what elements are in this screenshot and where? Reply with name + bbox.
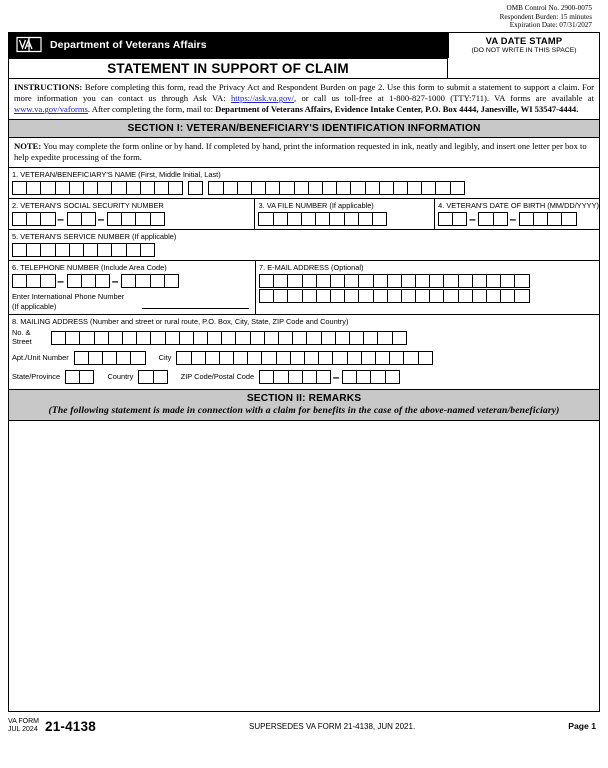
character-box[interactable] [302, 274, 317, 288]
character-box[interactable] [12, 274, 27, 288]
character-box[interactable] [81, 274, 96, 288]
character-box[interactable] [235, 331, 250, 345]
character-box[interactable] [40, 274, 55, 288]
field-2-boxes[interactable] [9, 211, 254, 229]
state-label: State/Province [12, 371, 61, 381]
character-box[interactable] [393, 181, 408, 195]
character-box[interactable] [288, 370, 303, 384]
field-3-boxes[interactable] [255, 211, 434, 229]
character-box[interactable] [401, 289, 416, 303]
character-box[interactable] [138, 370, 153, 384]
character-box[interactable] [12, 181, 27, 195]
character-box[interactable] [452, 212, 467, 226]
character-box[interactable] [247, 351, 262, 365]
character-box[interactable] [306, 331, 321, 345]
character-box[interactable] [500, 274, 515, 288]
character-box[interactable] [500, 289, 515, 303]
state-boxes[interactable] [65, 370, 93, 384]
character-box[interactable] [415, 289, 430, 303]
character-box[interactable] [164, 274, 179, 288]
character-box[interactable] [519, 212, 534, 226]
country-label: Country [107, 371, 134, 381]
character-box[interactable] [342, 370, 357, 384]
city-boxes[interactable] [176, 351, 431, 365]
form-title-cell [9, 58, 448, 79]
zip-dash: – [332, 370, 340, 385]
field-7-boxes-row-2[interactable] [256, 289, 599, 306]
dob-dash-1: – [469, 212, 476, 227]
character-box[interactable] [365, 181, 380, 195]
character-box[interactable] [273, 274, 288, 288]
omb-expiration-date: Expiration Date: 07/31/2027 [509, 21, 592, 30]
ssn-area-boxes[interactable] [12, 212, 55, 226]
character-box[interactable] [102, 351, 117, 365]
field-5-label: 5. VETERAN'S SERVICE NUMBER (If applicable) [12, 232, 177, 242]
character-box[interactable] [458, 289, 473, 303]
dob-dash-2: – [509, 212, 517, 227]
character-box[interactable] [392, 331, 407, 345]
character-box[interactable] [356, 370, 371, 384]
character-box[interactable] [443, 274, 458, 288]
address-street-row [9, 327, 599, 349]
character-box[interactable] [302, 370, 317, 384]
phone-dash-1: – [57, 274, 64, 289]
character-box[interactable] [407, 181, 422, 195]
character-box[interactable] [126, 243, 141, 257]
footer-va-form-line-1: VA FORM [8, 718, 39, 726]
fields-2-3-4-row [9, 199, 599, 230]
character-box[interactable] [55, 181, 70, 195]
character-box[interactable] [304, 351, 319, 365]
field-6-label: 6. TELEPHONE NUMBER (Include Area Code) [12, 263, 167, 273]
character-box[interactable] [121, 212, 136, 226]
character-box[interactable] [435, 181, 450, 195]
address-apt-city-row [9, 349, 599, 368]
character-box[interactable] [316, 289, 331, 303]
character-box[interactable] [65, 370, 80, 384]
omb-respondent-burden: Respondent Burden: 15 minutes [499, 12, 592, 21]
character-box[interactable] [259, 289, 274, 303]
international-phone-label-line-1: Enter International Phone Number [12, 292, 125, 302]
character-box[interactable] [150, 212, 165, 226]
instructions-text-part-1: Before completing this form, read the Privacy Act and Respondent Burden on page 2. Use this form to submit a statement to support a claim. For more information you can contact us through Ask VA: [14, 81, 594, 103]
character-box[interactable] [116, 351, 131, 365]
field-5-boxes[interactable] [9, 242, 599, 260]
character-box[interactable] [308, 181, 323, 195]
character-box[interactable] [403, 351, 418, 365]
character-box[interactable] [358, 212, 373, 226]
international-phone-label [12, 292, 124, 311]
field-7-label: 7. E-MAIL ADDRESS (Optional) [259, 263, 364, 273]
character-box[interactable] [207, 331, 222, 345]
character-box[interactable] [332, 351, 347, 365]
field-1-label: 1. VETERAN/BENEFICIARY'S NAME (First, Middle Initial, Last) [12, 170, 221, 180]
character-box[interactable] [458, 274, 473, 288]
street-boxes[interactable] [51, 331, 406, 345]
character-box[interactable] [79, 331, 94, 345]
character-box[interactable] [208, 181, 223, 195]
character-box[interactable] [385, 370, 400, 384]
character-box[interactable] [111, 243, 126, 257]
character-box[interactable] [95, 274, 110, 288]
character-box[interactable] [387, 289, 402, 303]
field-4-label: 4. VETERAN'S DATE OF BIRTH (MM/DD/YYYY) [438, 201, 599, 211]
field-6-boxes[interactable] [9, 273, 255, 291]
instructions-label: INSTRUCTIONS: [14, 81, 83, 92]
character-box[interactable] [233, 351, 248, 365]
international-phone-label-line-2: (If applicable) [12, 301, 57, 311]
character-box[interactable] [165, 331, 180, 345]
character-box[interactable] [486, 289, 501, 303]
field-1-boxes[interactable] [9, 180, 599, 198]
note-label: NOTE: [14, 141, 42, 152]
character-box[interactable] [154, 181, 169, 195]
character-box[interactable] [237, 181, 252, 195]
character-box[interactable] [418, 351, 433, 365]
zip-last-boxes[interactable] [342, 370, 399, 384]
field-5-service-number [9, 230, 599, 261]
character-box[interactable] [514, 274, 529, 288]
character-box[interactable] [472, 274, 487, 288]
character-box[interactable] [373, 274, 388, 288]
city-label: City [158, 352, 172, 362]
ssn-dash-1: – [57, 212, 64, 227]
character-box[interactable] [358, 274, 373, 288]
character-box[interactable] [363, 331, 378, 345]
va-seal-icon [16, 36, 42, 53]
character-box[interactable] [349, 331, 364, 345]
character-box[interactable] [88, 351, 103, 365]
email-row-1-boxes[interactable] [259, 274, 529, 288]
character-box[interactable] [370, 370, 385, 384]
character-box[interactable] [486, 274, 501, 288]
character-box[interactable] [358, 289, 373, 303]
character-box[interactable] [258, 212, 273, 226]
street-label-line-2: Street [12, 336, 32, 346]
character-box[interactable] [140, 181, 155, 195]
character-box[interactable] [316, 274, 331, 288]
footer-form-id [8, 718, 96, 734]
character-box[interactable] [294, 181, 309, 195]
character-box[interactable] [561, 212, 576, 226]
name-middle-initial-box[interactable] [188, 181, 202, 195]
character-box[interactable] [250, 331, 265, 345]
footer-va-form-date [8, 718, 45, 734]
character-box[interactable] [205, 351, 220, 365]
footer-form-number: 21-4138 [44, 718, 96, 734]
character-box[interactable] [97, 243, 112, 257]
email-row-2-boxes[interactable] [259, 289, 529, 303]
character-box[interactable] [273, 212, 288, 226]
page-title: STATEMENT IN SUPPORT OF CLAIM [107, 60, 349, 76]
character-box[interactable] [302, 289, 317, 303]
field-8-mailing-address [9, 315, 599, 390]
character-box[interactable] [429, 289, 444, 303]
character-box[interactable] [387, 274, 402, 288]
footer-supersedes: SUPERSEDES VA FORM 21-4138, JUN 2021. [249, 721, 416, 731]
character-box[interactable] [221, 331, 236, 345]
character-box[interactable] [344, 274, 359, 288]
character-box[interactable] [97, 181, 112, 195]
character-box[interactable] [438, 212, 453, 226]
character-box[interactable] [40, 243, 55, 257]
character-box[interactable] [287, 212, 302, 226]
character-box[interactable] [336, 181, 351, 195]
character-box[interactable] [51, 331, 66, 345]
character-box[interactable] [330, 274, 345, 288]
character-box[interactable] [259, 370, 274, 384]
instructions-block [8, 79, 600, 121]
character-box[interactable] [65, 331, 80, 345]
character-box[interactable] [315, 212, 330, 226]
section-1-header: SECTION I: VETERAN/BENEFICIARY'S IDENTIFICATION INFORMATION [9, 120, 599, 138]
field-8-label: 8. MAILING ADDRESS (Number and street or rural route, P.O. Box, City, State, ZIP Code and Country) [12, 317, 349, 327]
field-2-ssn [9, 199, 254, 229]
phone-dash-2: – [111, 274, 119, 289]
note-text: You may complete the form online or by hand. If completed by hand, print the information requested in ink, neatly and legibly, and insert one letter per box to help expedite processing of the form. [14, 141, 587, 163]
character-box[interactable] [350, 181, 365, 195]
character-box[interactable] [67, 212, 82, 226]
character-box[interactable] [67, 274, 82, 288]
character-box[interactable] [259, 274, 274, 288]
character-box[interactable] [533, 212, 548, 226]
character-box[interactable] [130, 351, 145, 365]
character-box[interactable] [188, 181, 203, 195]
field-7-boxes-row-1[interactable] [256, 273, 599, 289]
ssn-group-boxes[interactable] [67, 212, 95, 226]
character-box[interactable] [347, 351, 362, 365]
character-box[interactable] [135, 212, 150, 226]
service-number-boxes[interactable] [12, 243, 154, 257]
section-2-header [9, 390, 599, 421]
ask-va-link[interactable]: https://ask.va.gov/ [230, 92, 294, 103]
instructions-text-part-2: , or call us toll-free at 1-800-827-1000 (TTY:711). VA forms are available at [293, 92, 594, 103]
character-box[interactable] [344, 289, 359, 303]
dob-year-boxes[interactable] [519, 212, 576, 226]
character-box[interactable] [330, 289, 345, 303]
character-box[interactable] [335, 331, 350, 345]
character-box[interactable] [12, 212, 27, 226]
va-date-stamp-header [448, 32, 600, 58]
phone-line-boxes[interactable] [121, 274, 178, 288]
character-box[interactable] [379, 181, 394, 195]
field-4-date-of-birth [434, 199, 599, 229]
character-box[interactable] [287, 274, 302, 288]
character-box[interactable] [301, 212, 316, 226]
character-box[interactable] [191, 351, 206, 365]
va-file-number-boxes[interactable] [258, 212, 386, 226]
character-box[interactable] [168, 181, 183, 195]
name-last-boxes[interactable] [208, 181, 463, 195]
apt-label: Apt./Unit Number [12, 352, 69, 362]
section-2-title: SECTION II: REMARKS [246, 393, 362, 405]
dob-day-boxes[interactable] [478, 212, 506, 226]
omb-control-number: OMB Control No. 2900-0075 [506, 4, 592, 12]
field-4-boxes[interactable] [435, 211, 599, 229]
character-box[interactable] [318, 351, 333, 365]
character-box[interactable] [377, 331, 392, 345]
va-agency-banner [8, 32, 448, 58]
remarks-textarea[interactable] [9, 421, 599, 712]
ssn-dash-2: – [97, 212, 105, 227]
address-state-country-zip-row [9, 368, 599, 389]
character-box[interactable] [79, 370, 94, 384]
character-box[interactable] [278, 331, 293, 345]
footer-page-number: Page 1 [568, 721, 596, 732]
character-box[interactable] [251, 181, 266, 195]
character-box[interactable] [150, 331, 165, 345]
character-box[interactable] [140, 243, 155, 257]
zip-label: ZIP Code/Postal Code [180, 371, 255, 381]
character-box[interactable] [273, 289, 288, 303]
instructions-text [9, 79, 599, 120]
character-box[interactable] [111, 181, 126, 195]
character-box[interactable] [429, 274, 444, 288]
character-box[interactable] [83, 181, 98, 195]
va-forms-link[interactable]: www.va.gov/vaforms [14, 104, 88, 115]
character-box[interactable] [136, 331, 151, 345]
character-box[interactable] [401, 274, 416, 288]
character-box[interactable] [40, 212, 55, 226]
character-box[interactable] [264, 331, 279, 345]
phone-prefix-boxes[interactable] [67, 274, 110, 288]
field-1-name [9, 168, 599, 199]
date-stamp-title: VA DATE STAMP [485, 34, 563, 46]
character-box[interactable] [26, 243, 41, 257]
character-box[interactable] [122, 331, 137, 345]
character-box[interactable] [69, 181, 84, 195]
character-box[interactable] [493, 212, 508, 226]
character-box[interactable] [273, 370, 288, 384]
character-box[interactable] [373, 289, 388, 303]
character-box[interactable] [290, 351, 305, 365]
character-box[interactable] [547, 212, 562, 226]
dob-month-boxes[interactable] [438, 212, 466, 226]
character-box[interactable] [55, 243, 70, 257]
agency-name: Department of Veterans Affairs [50, 38, 207, 51]
character-box[interactable] [450, 181, 465, 195]
section-1-wrapper [8, 120, 600, 712]
character-box[interactable] [478, 212, 493, 226]
character-box[interactable] [126, 181, 141, 195]
character-box[interactable] [443, 289, 458, 303]
character-box[interactable] [287, 289, 302, 303]
character-box[interactable] [344, 212, 359, 226]
date-stamp-subtitle: (DO NOT WRITE IN THIS SPACE) [471, 46, 577, 54]
field-3-label: 3. VA FILE NUMBER (If applicable) [258, 201, 374, 211]
character-box[interactable] [415, 274, 430, 288]
name-first-boxes[interactable] [12, 181, 182, 195]
character-box[interactable] [26, 274, 41, 288]
form-footer [8, 712, 600, 734]
field-6-telephone [9, 261, 255, 314]
character-box[interactable] [40, 181, 55, 195]
date-stamp-blank-space [448, 58, 600, 79]
character-box[interactable] [514, 289, 529, 303]
character-box[interactable] [265, 181, 280, 195]
character-box[interactable] [389, 351, 404, 365]
ssn-serial-boxes[interactable] [107, 212, 164, 226]
country-boxes[interactable] [138, 370, 166, 384]
field-3-va-file-number [254, 199, 434, 229]
character-box[interactable] [193, 331, 208, 345]
fields-6-7-row [9, 261, 599, 315]
character-box[interactable] [108, 331, 123, 345]
omb-info-block [8, 0, 600, 30]
character-box[interactable] [12, 243, 27, 257]
character-box[interactable] [361, 351, 376, 365]
character-box[interactable] [219, 351, 234, 365]
character-box[interactable] [135, 274, 150, 288]
character-box[interactable] [83, 243, 98, 257]
mailing-address-bold: Department of Veterans Affairs, Evidence Intake Center, P.O. Box 4444, Janesville, WI 53547-4444. [215, 104, 579, 115]
character-box[interactable] [223, 181, 238, 195]
character-box[interactable] [26, 181, 41, 195]
character-box[interactable] [94, 331, 109, 345]
character-box[interactable] [421, 181, 436, 195]
character-box[interactable] [107, 212, 122, 226]
character-box[interactable] [276, 351, 291, 365]
character-box[interactable] [375, 351, 390, 365]
character-box[interactable] [74, 351, 89, 365]
character-box[interactable] [26, 212, 41, 226]
section-2-subtitle: (The following statement is made in connection with a claim for benefits in the case of the above-named veteran/beneficiary) [48, 405, 560, 417]
field-7-email [255, 261, 599, 314]
character-box[interactable] [153, 370, 168, 384]
phone-area-boxes[interactable] [12, 274, 55, 288]
character-box[interactable] [322, 181, 337, 195]
character-box[interactable] [329, 212, 344, 226]
character-box[interactable] [179, 331, 194, 345]
character-box[interactable] [150, 274, 165, 288]
apt-boxes[interactable] [74, 351, 145, 365]
character-box[interactable] [292, 331, 307, 345]
character-box[interactable] [372, 212, 387, 226]
character-box[interactable] [316, 370, 331, 384]
international-phone-input-line[interactable] [142, 307, 249, 309]
character-box[interactable] [81, 212, 96, 226]
footer-va-form-line-2: JUL 2024 [8, 726, 38, 734]
character-box[interactable] [321, 331, 336, 345]
field-2-label: 2. VETERAN'S SOCIAL SECURITY NUMBER [12, 201, 164, 211]
form-header [8, 32, 600, 58]
international-phone-row [9, 291, 255, 314]
character-box[interactable] [176, 351, 191, 365]
street-label-line-1: No. & [12, 328, 31, 338]
street-label [12, 329, 51, 346]
character-box[interactable] [121, 274, 136, 288]
character-box[interactable] [69, 243, 84, 257]
instructions-text-part-3: . After completing the form, mail to: [87, 104, 216, 115]
zip-first-boxes[interactable] [259, 370, 330, 384]
character-box[interactable] [472, 289, 487, 303]
character-box[interactable] [279, 181, 294, 195]
section-1-note [9, 138, 599, 168]
character-box[interactable] [261, 351, 276, 365]
form-title-row [8, 58, 600, 79]
